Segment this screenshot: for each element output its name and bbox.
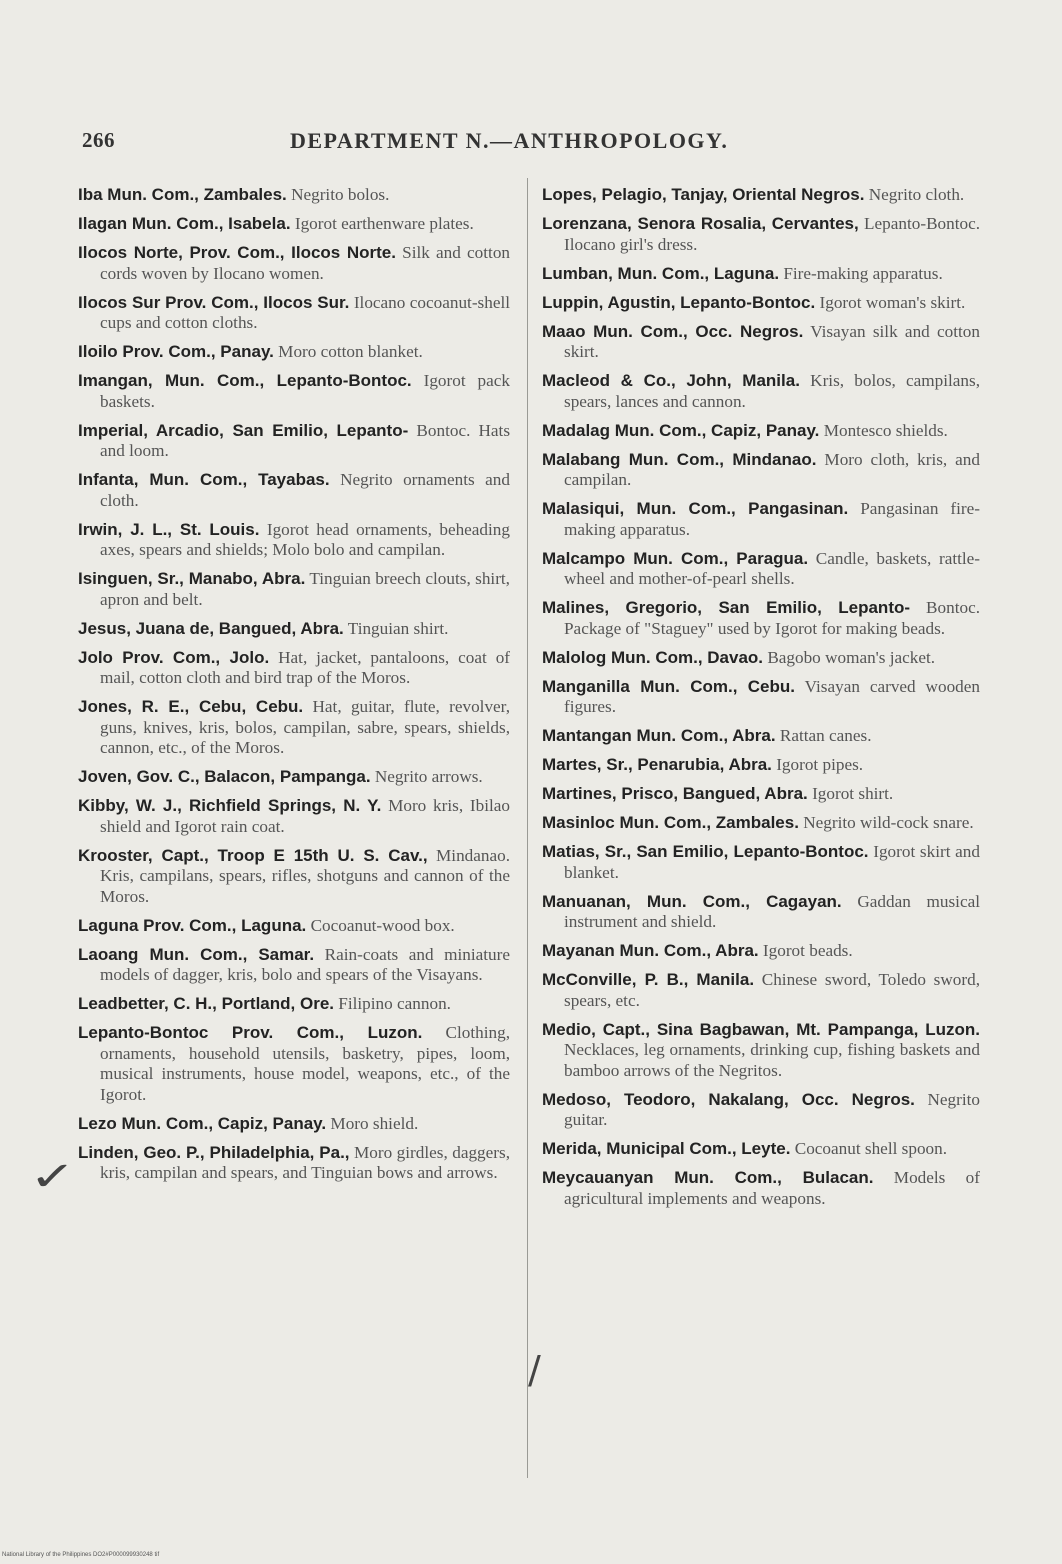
exhibit-description: Hat, guitar, flute, revolver, guns, knives, kris, bolos, campilan, sabre, spears, shields, cannon, etc., of the Moros.	[100, 697, 510, 757]
exhibit-description: Negrito guitar.	[564, 1089, 980, 1129]
catalog-entry	[542, 941, 980, 962]
exhibitor-name: Ilagan Mun. Com., Isabela.	[78, 214, 291, 233]
catalog-entry	[78, 470, 510, 511]
exhibit-description: Visayan carved wooden figures.	[564, 676, 980, 716]
exhibitor-name: Laguna Prov. Com., Laguna.	[78, 915, 307, 935]
catalog-entry	[78, 1114, 510, 1135]
catalog-entry	[542, 549, 980, 590]
exhibit-description: Negrito arrows.	[374, 767, 483, 786]
exhibitor-name: Jones, R. E., Cebu, Cebu.	[78, 697, 304, 716]
exhibitor-name: Laoang Mun. Com., Samar.	[78, 944, 315, 964]
exhibit-description: Rain-coats and miniature models of dagger, kris, bolo and spears of the Visayans.	[100, 944, 510, 984]
left-column	[78, 185, 510, 1192]
exhibitor-name: Matias, Sr., San Emilio, Lepanto-Bontoc.	[542, 842, 869, 861]
exhibit-description: Negrito ornaments and cloth.	[100, 470, 510, 510]
catalog-entry	[542, 371, 980, 412]
exhibit-description: Moro girdles, daggers, kris, campilan and spears, and Tinguian bows and arrows.	[100, 1142, 510, 1182]
catalog-entry	[542, 264, 980, 285]
exhibitor-name: Jolo Prov. Com., Jolo.	[78, 647, 270, 667]
exhibit-description: Igorot woman's skirt.	[819, 292, 966, 312]
catalog-entry	[542, 598, 980, 639]
exhibit-description: Fire-making apparatus.	[783, 263, 943, 283]
exhibit-description: Negrito cloth.	[868, 185, 965, 204]
exhibit-description: Igorot earthenware plates.	[294, 214, 474, 233]
exhibit-description: Candle, baskets, rattle-wheel and mother-of-pearl shells.	[564, 548, 980, 588]
exhibit-description: Chinese sword, Toledo sword, spears, etc.	[564, 970, 980, 1010]
exhibitor-name: Joven, Gov. C., Balacon, Pampanga.	[78, 767, 371, 786]
exhibit-description: Silk and cotton cords woven by Ilocano women.	[100, 243, 511, 283]
exhibit-description: Cocoanut-wood box.	[310, 915, 455, 935]
exhibit-description: Clothing, ornaments, household utensils, basketry, pipes, loom, musical instruments, house model, weapons, etc., of the Igorot.	[100, 1023, 510, 1104]
exhibitor-name: Malines, Gregorio, San Emilio, Lepanto-	[542, 598, 911, 617]
exhibit-description: Mindanao. Kris, campilans, spears, rifles, shotguns and cannon of the Moros.	[100, 845, 511, 906]
exhibitor-name: Medoso, Teodoro, Nakalang, Occ. Negros.	[542, 1089, 915, 1109]
exhibit-description: Negrito bolos.	[291, 185, 390, 204]
catalog-entry	[542, 1139, 980, 1160]
exhibitor-name: Mantangan Mun. Com., Abra.	[542, 726, 776, 745]
catalog-entry	[542, 892, 980, 933]
exhibit-description: Montesco shields.	[823, 420, 948, 440]
exhibitor-name: Manuanan, Mun. Com., Cagayan.	[542, 891, 842, 911]
exhibitor-name: Masinloc Mun. Com., Zambales.	[542, 813, 799, 832]
exhibitor-name: Imangan, Mun. Com., Lepanto-Bontoc.	[78, 371, 412, 390]
catalog-entry	[78, 648, 510, 689]
catalog-entry	[78, 342, 510, 363]
catalog-entry	[542, 755, 980, 776]
exhibit-description: Igorot pack baskets.	[100, 371, 511, 411]
catalog-entry	[542, 970, 980, 1011]
catalog-entry	[78, 796, 510, 837]
catalog-entry	[78, 994, 510, 1015]
exhibit-description: Necklaces, leg ornaments, drinking cup, fishing baskets and bamboo arrows of the Negritos.	[564, 1040, 980, 1080]
exhibitor-name: Luppin, Agustin, Lepanto-Bontoc.	[542, 292, 816, 312]
catalog-entry	[78, 293, 510, 334]
exhibit-description: Pangasinan fire-making apparatus.	[564, 499, 981, 539]
exhibitor-name: Lumban, Mun. Com., Laguna.	[542, 263, 780, 283]
column-divider	[527, 178, 528, 1478]
exhibitor-name: Meycauanyan Mun. Com., Bulacan.	[542, 1168, 874, 1187]
exhibit-description: Bagobo woman's jacket.	[767, 647, 936, 667]
catalog-entry	[78, 767, 510, 788]
check-mark: ✓	[29, 1154, 77, 1200]
catalog-entry	[78, 846, 510, 908]
exhibit-description: Igorot shirt.	[812, 784, 894, 803]
right-column	[542, 185, 980, 1218]
exhibit-description: Igorot pipes.	[776, 755, 864, 774]
catalog-entry	[542, 214, 980, 255]
catalog-entry	[78, 619, 510, 640]
catalog-entry	[78, 569, 510, 610]
exhibitor-name: Isinguen, Sr., Manabo, Abra.	[78, 569, 306, 588]
exhibitor-name: Malcampo Mun. Com., Paragua.	[542, 548, 809, 568]
exhibitor-name: Lezo Mun. Com., Capiz, Panay.	[78, 1113, 327, 1133]
exhibit-description: Gaddan musical instrument and shield.	[564, 891, 980, 931]
slash-mark: /	[528, 1348, 541, 1392]
exhibitor-name: Lopes, Pelagio, Tanjay, Oriental Negros.	[542, 185, 865, 204]
catalog-entry	[78, 214, 510, 235]
exhibit-description: Ilocano cocoanut-shell cups and cotton cloths.	[100, 292, 511, 332]
catalog-entry	[78, 243, 510, 284]
scan-source-footer: National Library of the Philippines DO2#P000099930248 tif	[2, 1552, 160, 1558]
exhibitor-name: Malabang Mun. Com., Mindanao.	[542, 449, 817, 469]
catalog-entry	[542, 813, 980, 834]
exhibit-description: Cocoanut shell spoon.	[794, 1139, 948, 1158]
exhibit-description: Bontoc. Hats and loom.	[100, 420, 511, 460]
catalog-entry	[78, 520, 510, 561]
exhibit-description: Visayan silk and cotton skirt.	[564, 321, 980, 361]
catalog-entry	[78, 1023, 510, 1105]
catalog-entry	[542, 450, 980, 491]
exhibitor-name: Imperial, Arcadio, San Emilio, Lepanto-	[78, 420, 409, 440]
catalog-entry	[78, 421, 510, 462]
exhibitor-name: Maao Mun. Com., Occ. Negros.	[542, 321, 804, 341]
exhibitor-name: Malolog Mun. Com., Davao.	[542, 647, 764, 667]
catalog-entry	[542, 726, 980, 747]
exhibit-description: Negrito wild-cock snare.	[803, 813, 974, 832]
exhibitor-name: Macleod & Co., John, Manila.	[542, 371, 800, 390]
catalog-entry	[78, 697, 510, 759]
exhibit-description: Rattan canes.	[779, 726, 872, 745]
exhibit-description: Tinguian breech clouts, shirt, apron and belt.	[100, 569, 510, 609]
catalog-entry	[542, 1168, 980, 1209]
catalog-entry	[542, 499, 980, 540]
exhibit-description: Moro kris, Ibilao shield and Igorot rain coat.	[100, 796, 510, 836]
exhibit-description: Kris, bolos, campilans, spears, lances and cannon.	[564, 371, 981, 411]
exhibitor-name: Irwin, J. L., St. Louis.	[78, 519, 260, 539]
exhibitor-name: Ilocos Norte, Prov. Com., Ilocos Norte.	[78, 243, 396, 262]
exhibitor-name: Leadbetter, C. H., Portland, Ore.	[78, 994, 334, 1013]
exhibitor-name: Madalag Mun. Com., Capiz, Panay.	[542, 420, 820, 440]
catalog-entry	[542, 421, 980, 442]
catalog-entry	[542, 293, 980, 314]
exhibitor-name: Kibby, W. J., Richfield Springs, N. Y.	[78, 796, 382, 815]
exhibit-description: Filipino cannon.	[338, 994, 451, 1013]
exhibitor-name: Mayanan Mun. Com., Abra.	[542, 941, 759, 960]
catalog-entry	[78, 1143, 510, 1184]
exhibit-description: Lepanto-Bontoc. Ilocano girl's dress.	[564, 214, 981, 254]
catalog-entry	[78, 371, 510, 412]
page-number: 266	[82, 128, 115, 152]
catalog-entry	[542, 322, 980, 363]
exhibitor-name: Jesus, Juana de, Bangued, Abra.	[78, 618, 344, 638]
exhibit-description: Moro cloth, kris, and campilan.	[564, 449, 980, 489]
running-title: DEPARTMENT N.—ANTHROPOLOGY.	[290, 128, 729, 153]
catalog-entry	[78, 945, 510, 986]
exhibitor-name: Manganilla Mun. Com., Cebu.	[542, 676, 795, 696]
exhibitor-name: Krooster, Capt., Troop E 15th U. S. Cav.,	[78, 845, 428, 865]
exhibit-description: Tinguian shirt.	[347, 618, 449, 638]
exhibitor-name: Martines, Prisco, Bangued, Abra.	[542, 784, 808, 803]
exhibitor-name: Lepanto-Bontoc Prov. Com., Luzon.	[78, 1023, 423, 1042]
catalog-entry	[542, 842, 980, 883]
exhibit-description: Igorot head ornaments, beheading axes, spears and shields; Molo bolo and campilan.	[100, 519, 510, 559]
exhibit-description: Hat, jacket, pantaloons, coat of mail, cotton cloth and bird trap of the Moros.	[100, 647, 511, 687]
page-header	[82, 128, 982, 162]
exhibitor-name: Medio, Capt., Sina Bagbawan, Mt. Pampanga, Luzon.	[542, 1019, 980, 1039]
exhibit-description: Models of agricultural implements and weapons.	[564, 1168, 980, 1208]
catalog-entry	[542, 677, 980, 718]
exhibitor-name: Lorenzana, Senora Rosalia, Cervantes,	[542, 214, 859, 233]
exhibit-description: Moro shield.	[330, 1113, 419, 1133]
catalog-entry	[542, 1090, 980, 1131]
catalog-entry	[542, 784, 980, 805]
exhibitor-name: Merida, Municipal Com., Leyte.	[542, 1139, 791, 1158]
catalog-entry	[542, 648, 980, 669]
exhibitor-name: Malasiqui, Mun. Com., Pangasinan.	[542, 499, 849, 518]
catalog-entry	[542, 1020, 980, 1082]
exhibitor-name: Infanta, Mun. Com., Tayabas.	[78, 470, 330, 489]
exhibitor-name: McConville, P. B., Manila.	[542, 970, 755, 989]
exhibit-description: Bontoc. Package of "Staguey" used by Igorot for making beads.	[564, 598, 980, 638]
catalog-entry	[78, 185, 510, 206]
exhibitor-name: Martes, Sr., Penarubia, Abra.	[542, 755, 772, 774]
catalog-entry	[78, 916, 510, 937]
exhibit-description: Igorot skirt and blanket.	[564, 842, 980, 882]
exhibitor-name: Iba Mun. Com., Zambales.	[78, 185, 287, 204]
exhibitor-name: Ilocos Sur Prov. Com., Ilocos Sur.	[78, 292, 350, 312]
exhibit-description: Igorot beads.	[762, 941, 853, 960]
exhibitor-name: Linden, Geo. P., Philadelphia, Pa.,	[78, 1142, 350, 1162]
exhibitor-name: Iloilo Prov. Com., Panay.	[78, 342, 274, 361]
catalog-entry	[542, 185, 980, 206]
exhibit-description: Moro cotton blanket.	[278, 342, 423, 361]
